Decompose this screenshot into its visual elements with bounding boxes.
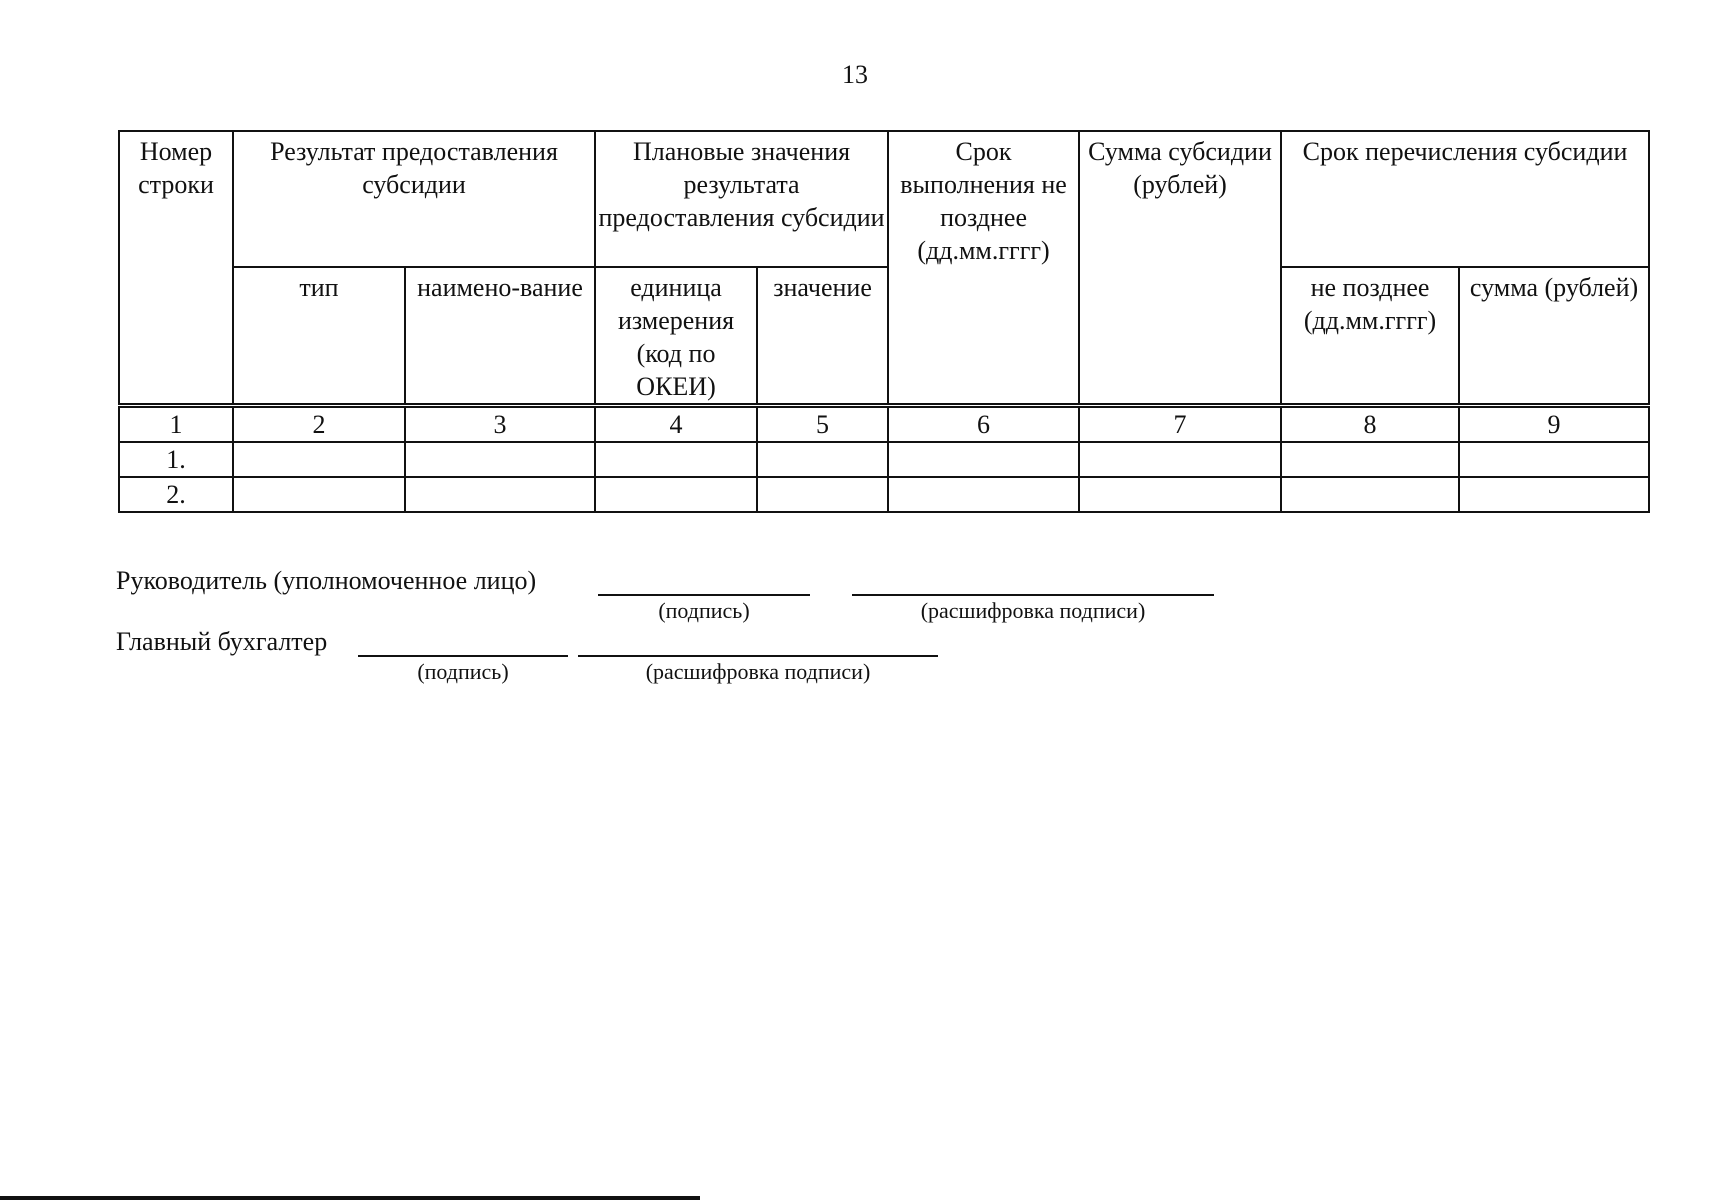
column-number: 8 <box>1281 406 1459 443</box>
accountant-decoding-caption: (расшифровка подписи) <box>645 659 871 684</box>
table-cell <box>1079 442 1281 477</box>
table-cell <box>888 477 1079 512</box>
table-cell <box>1459 442 1649 477</box>
table-row <box>119 442 1649 477</box>
accountant-decoding-line <box>578 655 938 657</box>
table-cell <box>757 442 888 477</box>
head-signature-label: Руководитель (уполномоченное лицо) <box>116 566 537 595</box>
table-row <box>119 477 1649 512</box>
column-number: 5 <box>757 406 888 443</box>
header-result-name: наимено-вание <box>405 267 595 406</box>
head-decoding-caption: (расшифровка подписи) <box>920 598 1146 623</box>
table-cell <box>1281 442 1459 477</box>
subsidy-results-table <box>118 130 1650 513</box>
header-planned-values: Плановые значения результата предоставления субсидии <box>595 131 888 267</box>
table-cell <box>405 477 595 512</box>
table-cell <box>595 442 757 477</box>
table-cell <box>888 442 1079 477</box>
table-cell <box>233 477 405 512</box>
column-number: 7 <box>1079 406 1281 443</box>
table-cell <box>1459 477 1649 512</box>
table-cell <box>757 477 888 512</box>
column-number: 3 <box>405 406 595 443</box>
header-value: значение <box>757 267 888 406</box>
column-number: 2 <box>233 406 405 443</box>
head-decoding-line <box>852 594 1214 596</box>
table-cell <box>1281 477 1459 512</box>
column-number-row <box>119 406 1649 443</box>
header-deadline: Срок выполнения не позднее (дд.мм.гггг) <box>888 131 1079 406</box>
table-cell <box>1079 477 1281 512</box>
header-transfer-amount: сумма (рублей) <box>1459 267 1649 406</box>
accountant-signature-label: Главный бухгалтер <box>116 627 328 656</box>
header-transfer-date: не позднее (дд.мм.гггг) <box>1281 267 1459 406</box>
head-signature-line <box>598 594 810 596</box>
row-number-cell: 1. <box>119 442 233 477</box>
accountant-signature-caption: (подпись) <box>417 659 509 684</box>
header-row-number: Номер строки <box>119 131 233 406</box>
header-result: Результат предоставления субсидии <box>233 131 595 267</box>
column-number: 4 <box>595 406 757 443</box>
bottom-scan-border <box>0 1196 700 1200</box>
column-number: 1 <box>119 406 233 443</box>
accountant-signature-line <box>358 655 568 657</box>
row-number-cell: 2. <box>119 477 233 512</box>
head-signature-caption: (подпись) <box>658 598 750 623</box>
header-unit: единица измерения (код по ОКЕИ) <box>595 267 757 406</box>
header-result-type: тип <box>233 267 405 406</box>
table-cell <box>405 442 595 477</box>
header-subsidy-amount: Сумма субсидии (рублей) <box>1079 131 1281 406</box>
column-number: 9 <box>1459 406 1649 443</box>
header-transfer-term: Срок перечисления субсидии <box>1281 131 1649 267</box>
table-cell <box>595 477 757 512</box>
column-number: 6 <box>888 406 1079 443</box>
page-number: 13 <box>842 60 868 89</box>
table-cell <box>233 442 405 477</box>
